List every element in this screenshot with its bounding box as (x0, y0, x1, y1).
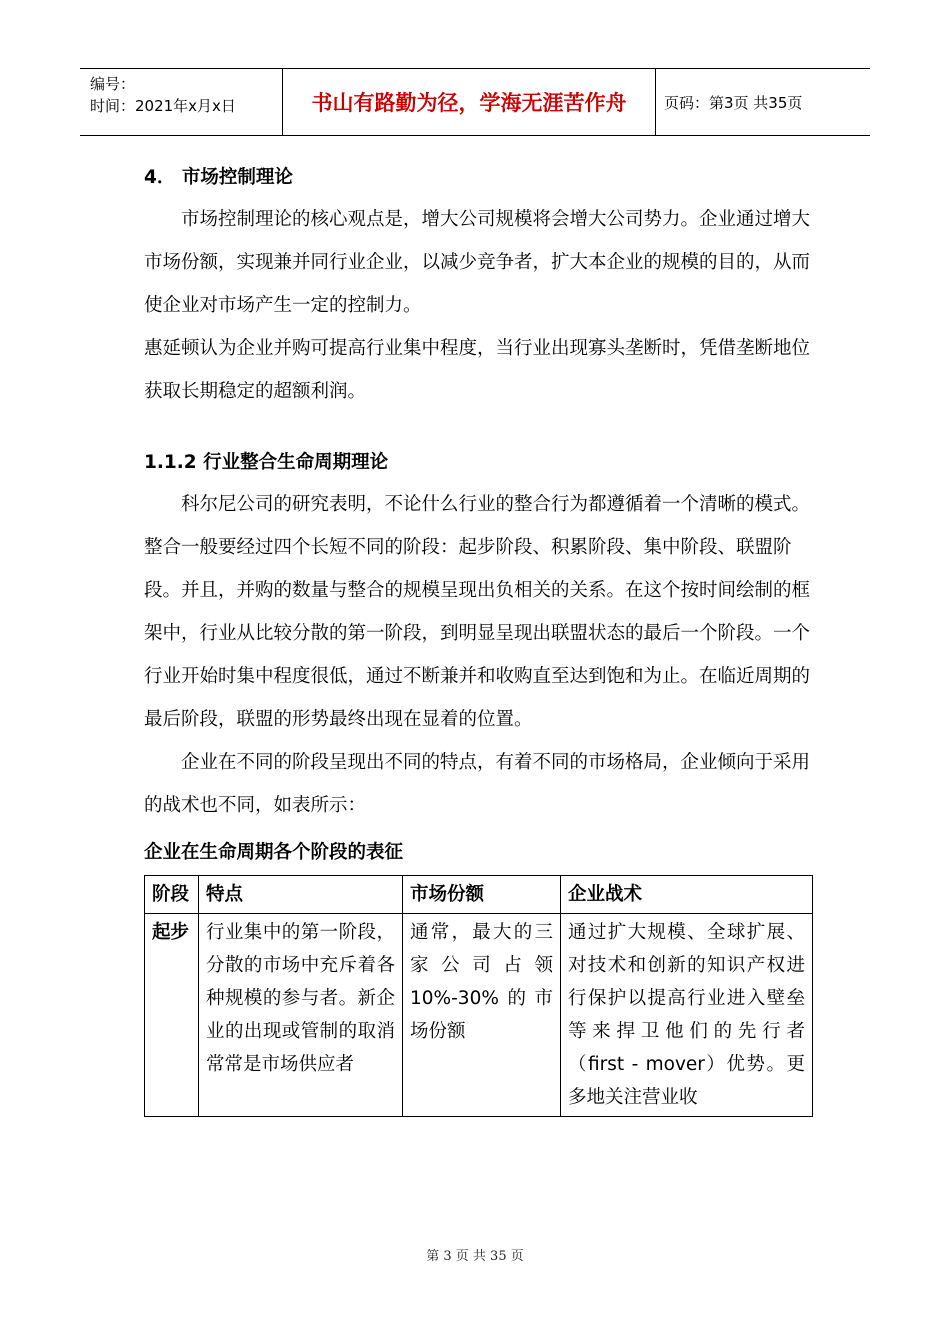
cell-market-share: 通常，最大的三家公司占领10%-30%的市场份额 (403, 914, 561, 1117)
header-meta (80, 69, 282, 135)
document-number-label: 编号： (90, 75, 136, 93)
table-row (145, 914, 813, 1117)
column-header-feature: 特点 (199, 876, 403, 914)
cell-tactics: 通过扩大规模、全球扩展、对技术和创新的知识产权进行保护以提高行业进入壁垒等来捍卫他们的先行者（first - mover）优势。更多地关注营业收 (561, 914, 813, 1117)
table-header-row (145, 876, 813, 914)
section-1-1-2-paragraph-1: 科尔尼公司的研究表明，不论什么行业的整合行为都遵循着一个清晰的模式。整合一般要经过四个长短不同的阶段：起步阶段、积累阶段、集中阶段、联盟阶段。并且，并购的数量与整合的规模呈现出负相关的关系。在这个按时间绘制的框架中，行业从比较分散的第一阶段，到明显呈现出联盟状态的最后一个阶段。一个行业开始时集中程度很低，通过不断兼并和收购直至达到饱和为止。在临近周期的最后阶段，联盟的形势最终出现在显着的位置。 (144, 494, 811, 730)
column-header-tactics: 企业战术 (561, 876, 813, 914)
table-title: 企业在生命周期各个阶段的表征 (144, 842, 404, 863)
section-1-1-2-title: 1.1.2 行业整合生命周期理论 (144, 452, 389, 473)
header-page-number: 页码：第3页 共35页 (664, 93, 803, 112)
section-spacer (144, 413, 816, 443)
section-4-title: 4． 市场控制理论 (144, 167, 293, 188)
document-date-label: 时间：2021年x月x日 (90, 97, 236, 115)
cell-stage: 起步 (145, 914, 199, 1117)
page-footer: 第 3 页 共 35 页 (426, 1249, 524, 1264)
column-header-market-share: 市场份额 (403, 876, 561, 914)
section-4-paragraph-1: 市场控制理论的核心观点是，增大公司规模将会增大公司势力。企业通过增大市场份额，实现兼并同行业企业，以减少竞争者，扩大本企业的规模的目的，从而使企业对市场产生一定的控制力。 (144, 209, 811, 316)
column-header-stage: 阶段 (145, 876, 199, 914)
page-header (80, 68, 870, 136)
lifecycle-stage-table (144, 875, 813, 1117)
document-body (144, 158, 816, 1117)
header-motto: 书山有路勤为径，学海无涯苦作舟 (282, 69, 656, 135)
cell-feature: 行业集中的第一阶段，分散的市场中充斥着各种规模的参与者。新企业的出现或管制的取消常常是市场供应者 (199, 914, 403, 1117)
section-4-paragraph-2: 惠延顿认为企业并购可提高行业集中程度，当行业出现寡头垄断时，凭借垄断地位获取长期稳定的超额利润。 (144, 338, 811, 402)
section-1-1-2-paragraph-2: 企业在不同的阶段呈现出不同的特点，有着不同的市场格局，企业倾向于采用的战术也不同，如表所示： (144, 752, 811, 816)
